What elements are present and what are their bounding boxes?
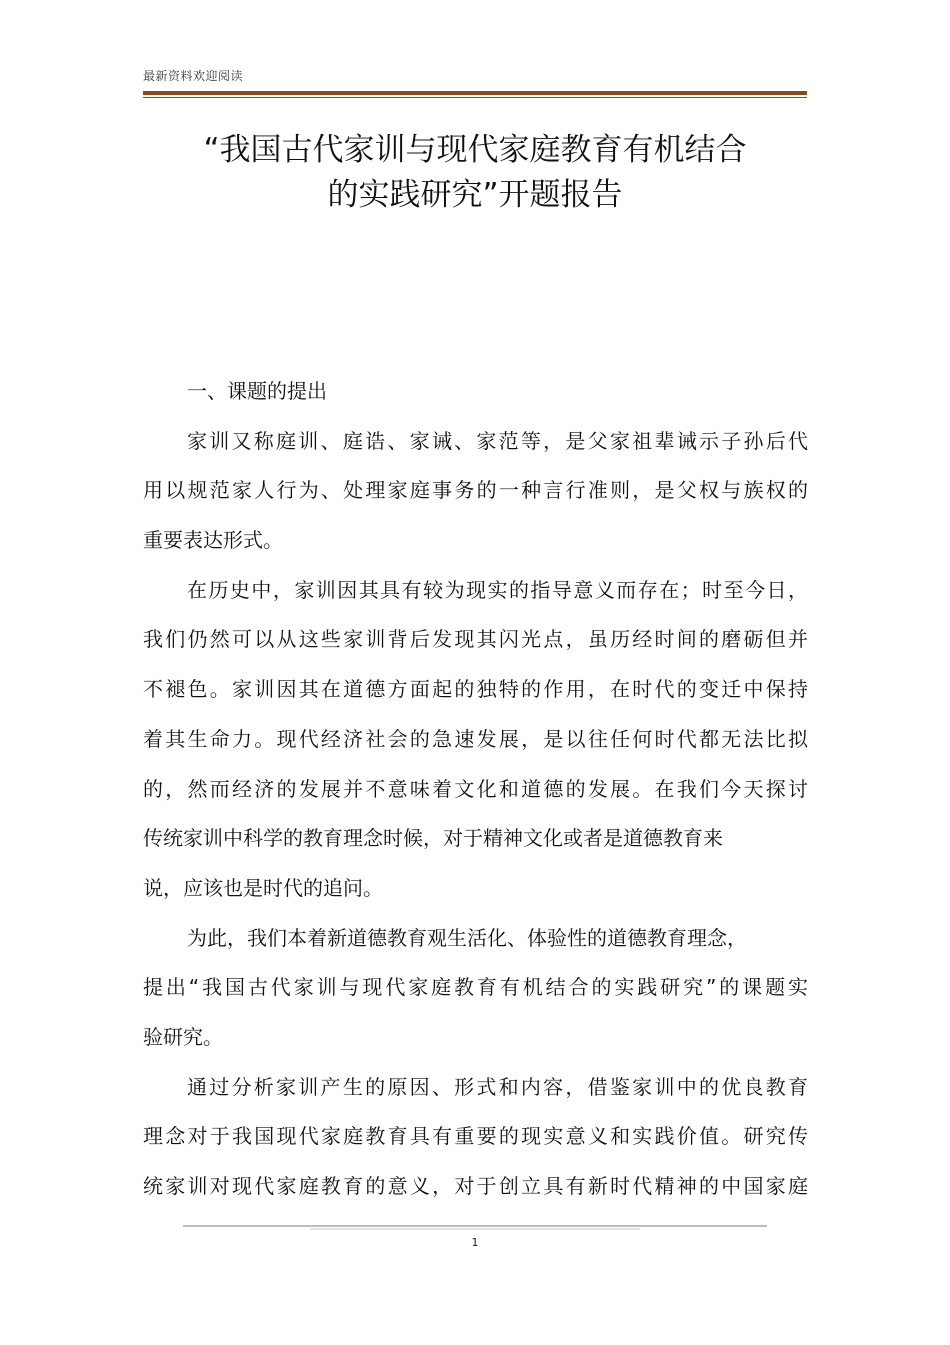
text-line: 传统家训中科学的教育理念时候，对于精神文化或者是道德教育来 [143,826,723,851]
text-line: 说，应该也是时代的追问。 [143,875,383,900]
footer-rule-shadow [310,1228,640,1230]
section-heading: 一、课题的提出 [187,379,327,403]
text-line: 为此，我们本着新道德教育观生活化、体验性的道德教育理念， [187,925,747,950]
text-line: 验研究。 [143,1024,223,1049]
text-line: 提出“我国古代家训与现代家庭教育有机结合的实践研究”的课题实 [143,975,808,1000]
text-line: 的，然而经济的发展并不意味着文化和道德的发展。在我们今天探讨 [143,776,808,801]
page-number: 1 [471,1236,479,1249]
title-line-1: “我国古代家训与现代家庭教育有机结合 [203,132,747,168]
text-line: 不褪色。家训因其在道德方面起的独特的作用，在时代的变迁中保持 [143,677,808,702]
running-header: 最新资料欢迎阅读 [143,69,244,83]
title-line-2: 的实践研究”开题报告 [327,177,623,213]
text-line: 我们仍然可以从这些家训背后发现其闪光点，虽历经时间的磨砺但并 [143,627,808,652]
text-line: 着其生命力。现代经济社会的急速发展，是以往任何时代都无法比拟 [143,726,808,751]
text-line: 用以规范家人行为、处理家庭事务的一种言行准则，是父权与族权的 [143,478,808,503]
text-line: 在历史中，家训因其具有较为现实的指导意义而存在；时至今日， [187,577,808,602]
text-line: 家训又称庭训、庭诰、家诫、家范等，是父家祖辈诫示子孙后代 [187,428,808,453]
body-text [143,367,808,1212]
text-line: 重要表达形式。 [143,528,283,553]
document-title [100,128,850,218]
footer-rule [183,1225,767,1227]
text-line: 理念对于我国现代家庭教育具有重要的现实意义和实践价值。研究传 [143,1124,808,1149]
header-rule [143,91,807,95]
text-line: 统家训对现代家庭教育的意义，对于创立具有新时代精神的中国家庭 [143,1174,808,1198]
text-line: 通过分析家训产生的原因、形式和内容，借鉴家训中的优良教育 [187,1074,808,1099]
header-rule-thin [143,97,807,98]
